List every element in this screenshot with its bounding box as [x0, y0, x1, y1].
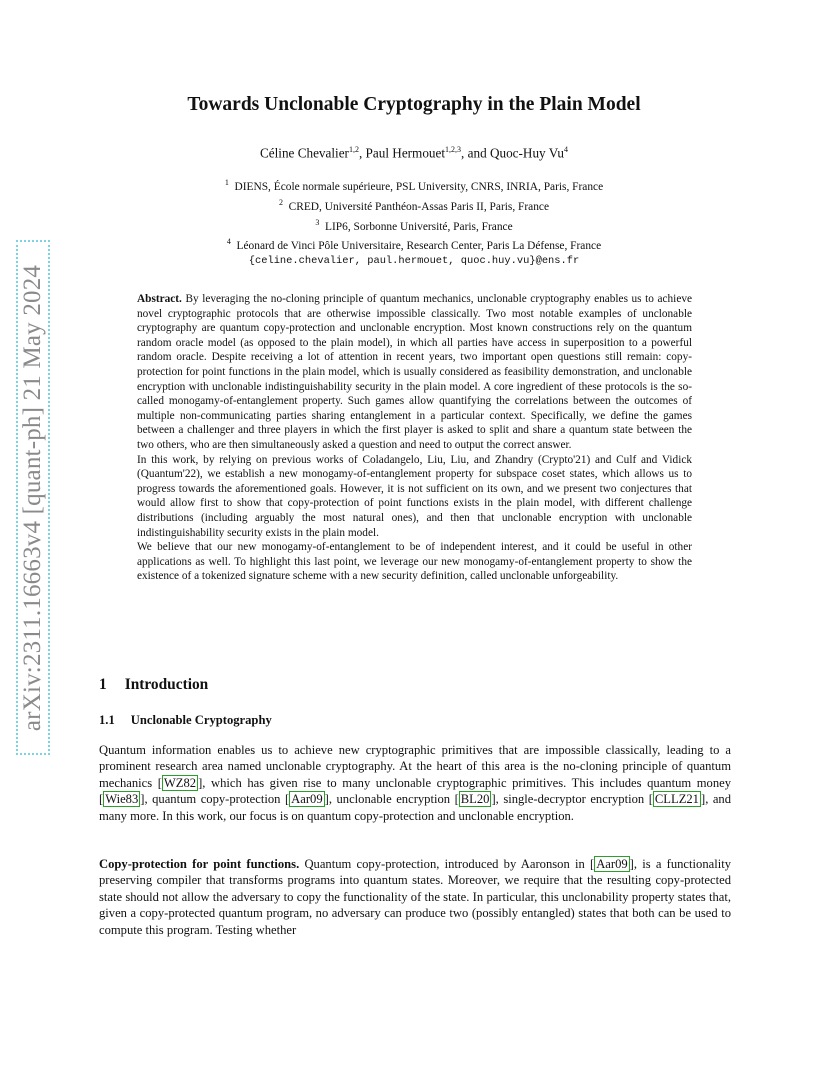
paragraph-heading: Copy-protection for point functions. — [99, 857, 300, 871]
abstract-paragraph: In this work, by relying on previous works of Coladangelo, Liu, Liu, and Zhandry (Crypto'21) and Culf and Vidick (Quantum'22), we establish a new monogamy-of-entanglement property for subspace coset states, which allows us to progress towards the aforementioned goals. However, it is not sufficient on its own, and we present two conjectures that would allow first to show that copy-protection of point functions exists in the plain model, with different challenge distributions (including arguably the most natural ones), and then that unclonable encryption with unclonable indistinguishability security exists in the plain model. — [137, 453, 692, 539]
body-text: Quantum information enables us to achieve new cryptographic primitives that are impossible classically, leading to a prominent research area named unclonable cryptography. At the heart of this area is the no-cloning principle of quantum mechanics — [99, 743, 731, 790]
author-separator: , and — [461, 145, 490, 161]
arxiv-identifier-text: arXiv:2311.16663v4 [quant-ph] 21 May 2024 — [19, 264, 47, 731]
body-text: , which has given rise to many unclonable cryptographic primitives. This includes quantum money — [202, 775, 731, 790]
body-text: Quantum copy-protection, introduced by Aaronson in — [299, 857, 590, 871]
affiliation-number: 3 — [315, 217, 320, 227]
affiliation-text: LIP6, Sorbonne Université, Paris, France — [325, 220, 513, 233]
body-text: , single-decryptor encryption — [495, 792, 649, 807]
author-emails: {celine.chevalier, paul.hermouet, quoc.huy.vu}@ens.fr — [248, 255, 580, 268]
section-heading — [99, 676, 208, 694]
author-list — [0, 145, 828, 161]
affiliation-line — [0, 234, 828, 254]
abstract-paragraph: We believe that our new monogamy-of-entanglement to be of independent interest, and it could be useful in other applications as well. To highlight this last point, we leverage our new monogamy-of-entanglement property to show the existence of a tokenized signature scheme with a new security definition, called unclonable unforgeability. — [137, 541, 692, 583]
author-name: Quoc-Huy Vu — [489, 145, 565, 161]
affiliation-number: 1 — [224, 178, 229, 187]
affiliation-line — [0, 175, 828, 195]
copy-protection-paragraph: Copy-protection for point functions. Quantum copy-protection, introduced by Aaronson in [ Aar09 ], is a functionality preserving compiler that transforms programs into quantum states. Moreover, we require that the resulting copy-protected state should not allow the adversary to copy the functionality of the state. In particular, this unclonability property states that, given a copy-protected quantum program, no adversary can produce two (possibly entangled) states that both can be used to compute this program. Testing whether — [99, 857, 731, 937]
body-text: , unclonable encryption — [328, 792, 455, 807]
citation-link[interactable]: WZ82 — [163, 775, 197, 790]
arxiv-identifier-stamp — [16, 240, 50, 755]
section-number: 1 — [99, 676, 107, 693]
paper-title: Towards Unclonable Cryptography in the Plain Model — [187, 94, 641, 115]
abstract — [137, 292, 692, 584]
citation-link[interactable]: Wie83 — [105, 792, 139, 807]
section-title: Introduction — [124, 676, 209, 693]
affiliation-line — [0, 215, 828, 235]
abstract-text: By leveraging the no-cloning principle of quantum mechanics, unclonable cryptography enables us to achieve novel cryptographic protocols that are otherwise impossible classically. Two most notable examples of unclonable cryptography are quantum copy-protection and unclonable encryption. Most known constructions rely on the quantum random oracle model (as opposed to the plain model), in which all parties have access in superposition to a powerful random oracle. Despite receiving a lot of attention in recent years, two important open questions still remain: copy-protection for point functions in the plain model, which is usually considered as feasibility demonstration, and unclonable encryption with unclonable indistinguishability security in the plain model. A core ingredient of these protocols is the so-called monogamy-of-entanglement property. Such games allow quantifying the correlations between the outcomes of multiple non-communicating parties sharing entanglement in a particular context. Specifically, we define the games between a challenger and three players in which the first player is asked to split and share a quantum state between the two others, who are then simultaneously asked a question and need to output the correct answer. — [137, 293, 692, 451]
citation-link[interactable]: Aar09 — [596, 857, 628, 871]
author-affiliation-marker: 1,2 — [348, 145, 359, 154]
affiliation-number: 2 — [278, 197, 283, 207]
author-separator: , — [358, 145, 366, 161]
affiliation-text: Léonard de Vinci Pôle Universitaire, Research Center, Paris La Défense, France — [236, 240, 602, 253]
body-text: , is a functionality preserving compiler that transforms programs into quantum states. Moreover, we require that the resulting copy-protected state should not allow the adversary to copy the functionality of the state. In particular, this unclonability property states that, given a copy-protected quantum program, no adversary can produce two (possibly entangled) states that both can be used to compute this program. Testing whether — [99, 857, 731, 937]
body-text: , and many more. In this work, our focus is on quantum copy-protection and unclonable encryption. — [99, 792, 732, 823]
affiliation-number: 4 — [226, 237, 231, 247]
author-name: Céline Chevalier — [259, 145, 349, 161]
intro-paragraph: Quantum information enables us to achieve new cryptographic primitives that are impossible classically, leading to a prominent research area named unclonable cryptography. At the heart of this area is the no-cloning principle of quantum mechanics [ WZ82 ], which has given rise to many unclonable cryptographic primitives. This includes quantum money [ Wie83 ], quantum copy-protection [ Aar09 ], unclonable encryption [ BL20 ], single-decryptor encryption [ CLLZ21 ], and many more. In this work, our focus is on quantum copy-protection and unclonable encryption. — [99, 743, 732, 823]
affiliation-line — [0, 195, 828, 215]
affiliation-list — [0, 175, 828, 269]
subsection-heading — [99, 713, 272, 728]
author-affiliation-marker: 1,2,3 — [445, 145, 462, 154]
subsection-number: 1.1 — [99, 713, 115, 727]
citation-link[interactable]: BL20 — [460, 792, 490, 807]
author-name: Paul Hermouet — [365, 145, 446, 161]
citation-link[interactable]: Aar09 — [291, 792, 323, 807]
abstract-paragraph — [137, 292, 692, 453]
abstract-label: Abstract. — [137, 293, 182, 305]
affiliation-text: CRED, Université Panthéon-Assas Paris II, Paris, France — [288, 200, 550, 213]
citation-link[interactable]: CLLZ21 — [654, 792, 699, 807]
affiliation-text: DIENS, École normale supérieure, PSL University, CNRS, INRIA, Paris, France — [234, 180, 604, 193]
subsection-title: Unclonable Cryptography — [130, 713, 272, 727]
body-text: , quantum copy-protection — [144, 792, 285, 807]
author-affiliation-marker: 4 — [564, 145, 569, 154]
